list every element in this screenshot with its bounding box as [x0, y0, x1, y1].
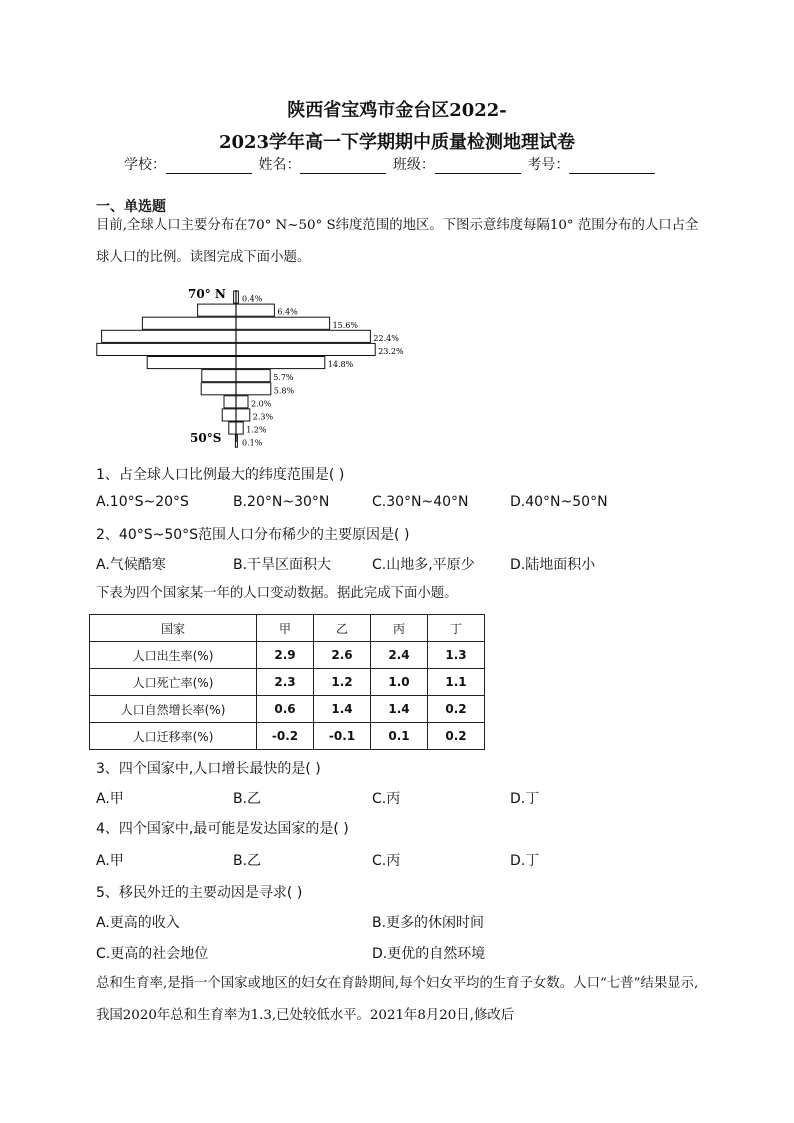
q5-option-a[interactable]: A.更高的收入 — [96, 915, 180, 931]
table-cell: 0.6 — [257, 696, 314, 723]
chart-bottom-label: 50°S — [190, 431, 222, 445]
table-row — [90, 642, 485, 669]
q4-option-a[interactable]: A.甲 — [96, 853, 124, 869]
question-3: 3、四个国家中,人口增长最快的是( ) — [96, 761, 321, 777]
q4-option-b[interactable]: B.乙 — [233, 853, 262, 869]
table-cell: 1.0 — [371, 669, 428, 696]
table-cell: 人口死亡率(%) — [90, 669, 257, 696]
chart-value-label: 23.2% — [378, 347, 404, 356]
q5-option-c[interactable]: C.更高的社会地位 — [96, 946, 209, 962]
question-2: 2、40°S~50°S范围人口分布稀少的主要原因是( ) — [96, 527, 410, 543]
table-header-cell: 丁 — [428, 615, 485, 642]
chart-bars — [97, 291, 404, 448]
q1-option-b[interactable]: B.20°N~30°N — [233, 494, 330, 510]
q2-option-a[interactable]: A.气候酷寒 — [96, 557, 166, 573]
table-header-row — [90, 615, 485, 642]
class-label: 班级： — [392, 157, 435, 173]
table-cell: -0.2 — [257, 723, 314, 750]
table-header-cell: 甲 — [257, 615, 314, 642]
q2-option-d[interactable]: D.陆地面积小 — [510, 557, 596, 573]
q3-option-d[interactable]: D.丁 — [510, 791, 540, 807]
table-cell: 1.1 — [428, 669, 485, 696]
table-cell: 1.4 — [314, 696, 371, 723]
chart-value-label: 6.4% — [277, 307, 298, 317]
chart-value-label: 0.4% — [242, 294, 263, 304]
table-row — [90, 669, 485, 696]
table-cell: -0.1 — [314, 723, 371, 750]
table-cell: 人口迁移率(%) — [90, 723, 257, 750]
chart-value-label: 22.4% — [373, 333, 399, 343]
question-4: 4、四个国家中,最可能是发达国家的是( ) — [96, 821, 349, 837]
table-header-cell: 乙 — [314, 615, 371, 642]
table-cell: 1.3 — [428, 642, 485, 669]
chart-value-label: 1.2% — [246, 425, 267, 435]
chart-value-label: 14.8% — [327, 360, 354, 370]
q2-option-b[interactable]: B.干旱区面积大 — [233, 557, 332, 573]
table-cell: 人口自然增长率(%) — [90, 696, 257, 723]
table-row — [90, 723, 485, 750]
chart-value-label: 5.8% — [273, 386, 295, 396]
table-row — [90, 696, 485, 723]
table-cell: 0.1 — [371, 723, 428, 750]
intro-paragraph-3: 总和生育率,是指一个国家或地区的妇女在育龄期间,每个妇女平均的生育子女数。人口“七普”结果显示,我国2020年总和生育率为1.3,已处较低水平。2021年8月20日,修改后 — [96, 976, 699, 1023]
q3-option-a[interactable]: A.甲 — [96, 791, 124, 807]
table-header-cell: 丙 — [371, 615, 428, 642]
intro-paragraph-2: 下表为四个国家某一年的人口变动数据。据此完成下面小题。 — [96, 586, 458, 601]
q2-option-c[interactable]: C.山地多,平原少 — [372, 557, 475, 573]
table-cell: 2.4 — [371, 642, 428, 669]
table-cell: 1.2 — [314, 669, 371, 696]
table-cell: 2.9 — [257, 642, 314, 669]
question-1: 1、占全球人口比例最大的纬度范围是( ) — [96, 467, 345, 483]
q3-option-b[interactable]: B.乙 — [233, 791, 262, 807]
q5-option-d[interactable]: D.更优的自然环境 — [372, 946, 486, 962]
population-table — [89, 614, 485, 750]
chart-value-label: 0.1% — [242, 438, 263, 448]
table-header-cell: 国家 — [90, 615, 257, 642]
number-label: 考号： — [527, 157, 570, 173]
chart-value-label: 15.6% — [332, 320, 359, 330]
chart-value-label: 2.3% — [252, 412, 274, 422]
exam-title-line2: 2023学年高一下学期期中质量检测地理试卷 — [218, 132, 576, 153]
chart-value-label: 2.0% — [251, 399, 272, 409]
q5-option-b[interactable]: B.更多的休闲时间 — [372, 915, 485, 931]
school-label: 学校： — [124, 157, 166, 173]
table-cell: 2.3 — [257, 669, 314, 696]
table-cell: 0.2 — [428, 723, 485, 750]
latitude-population-chart — [0, 0, 794, 460]
question-5: 5、移民外迁的主要动因是寻求( ) — [96, 885, 303, 901]
table-cell: 人口出生率(%) — [90, 642, 257, 669]
q3-option-c[interactable]: C.丙 — [372, 791, 401, 807]
q4-option-d[interactable]: D.丁 — [510, 853, 540, 869]
q1-option-d[interactable]: D.40°N~50°N — [510, 494, 608, 510]
table-cell: 2.6 — [314, 642, 371, 669]
table-cell: 0.2 — [428, 696, 485, 723]
q1-option-a[interactable]: A.10°S~20°S — [96, 494, 189, 510]
chart-top-label: 70° N — [188, 287, 226, 301]
chart-value-label: 5.7% — [273, 373, 294, 383]
q1-option-c[interactable]: C.30°N~40°N — [372, 494, 469, 510]
q4-option-c[interactable]: C.丙 — [372, 853, 401, 869]
section-heading: 一、单选题 — [96, 199, 166, 215]
exam-title-line1: 陕西省宝鸡市金台区2022- — [287, 100, 507, 121]
intro-paragraph-1: 目前,全球人口主要分布在70° N~50° S纬度范围的地区。下图示意纬度每隔10° 范围分布的人口占全球人口的比例。读图完成下面小题。 — [96, 218, 699, 265]
name-label: 姓名： — [258, 157, 301, 173]
table-cell: 1.4 — [371, 696, 428, 723]
